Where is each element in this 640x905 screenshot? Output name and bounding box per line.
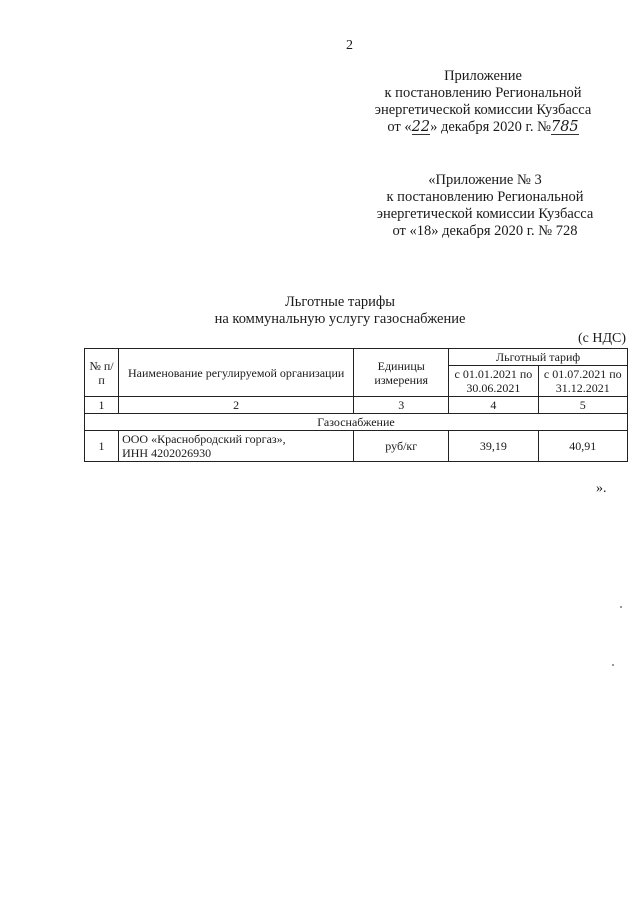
appendix-title: Приложение	[444, 68, 522, 84]
amended-appendix-title: «Приложение № 3	[428, 172, 542, 188]
amended-commission-line: энергетической комиссии Кузбасса	[376, 206, 594, 222]
date-middle: » декабря 2020 г. №	[430, 119, 551, 135]
row-num: 1	[85, 431, 119, 462]
header-num: № п/п	[85, 349, 119, 397]
scan-speck	[620, 606, 622, 608]
section-row	[85, 414, 628, 431]
header-unit: Единицы измерения	[354, 349, 449, 397]
header-org: Наименование регулируемой организации	[119, 349, 354, 397]
table-header-row	[85, 349, 628, 366]
date-prefix: от «	[387, 119, 412, 135]
column-number: 3	[354, 397, 449, 414]
row-tariff-2: 40,91	[538, 431, 627, 462]
column-number: 2	[119, 397, 354, 414]
handwritten-day: 22	[411, 119, 431, 135]
org-name: ООО «Краснобродский горгаз»,	[122, 432, 286, 446]
header-period-1: с 01.01.2021 по 30.06.2021	[449, 366, 538, 397]
vat-note: (с НДС)	[577, 331, 626, 346]
appendix-header	[358, 68, 608, 136]
appendix-resolution-line: к постановлению Региональной	[384, 85, 582, 101]
row-org	[119, 431, 354, 462]
tariff-table	[84, 348, 628, 462]
amended-date-line: от «18» декабря 2020 г. № 728	[392, 223, 578, 239]
scan-speck	[612, 664, 614, 666]
header-tariff-group: Льготный тариф	[449, 349, 628, 366]
page-number: 2	[346, 38, 353, 53]
appendix-date-line	[358, 119, 608, 136]
section-label: Газоснабжение	[85, 414, 628, 431]
handwritten-number: 785	[550, 119, 579, 135]
column-number: 1	[85, 397, 119, 414]
closing-quote-mark: ».	[596, 481, 607, 496]
column-number: 4	[449, 397, 538, 414]
document-title	[160, 294, 520, 328]
column-number-row	[85, 397, 628, 414]
table-row	[85, 431, 628, 462]
amended-resolution-line: к постановлению Региональной	[386, 189, 584, 205]
title-line-2: на коммунальную услугу газоснабжение	[214, 311, 466, 327]
amended-appendix-header	[360, 172, 610, 240]
column-number: 5	[538, 397, 627, 414]
org-inn: ИНН 4202026930	[122, 446, 212, 460]
title-line-1: Льготные тарифы	[284, 294, 396, 310]
row-tariff-1: 39,19	[449, 431, 538, 462]
row-unit: руб/кг	[354, 431, 449, 462]
header-period-2: с 01.07.2021 по 31.12.2021	[538, 366, 627, 397]
appendix-commission-line: энергетической комиссии Кузбасса	[374, 102, 592, 118]
